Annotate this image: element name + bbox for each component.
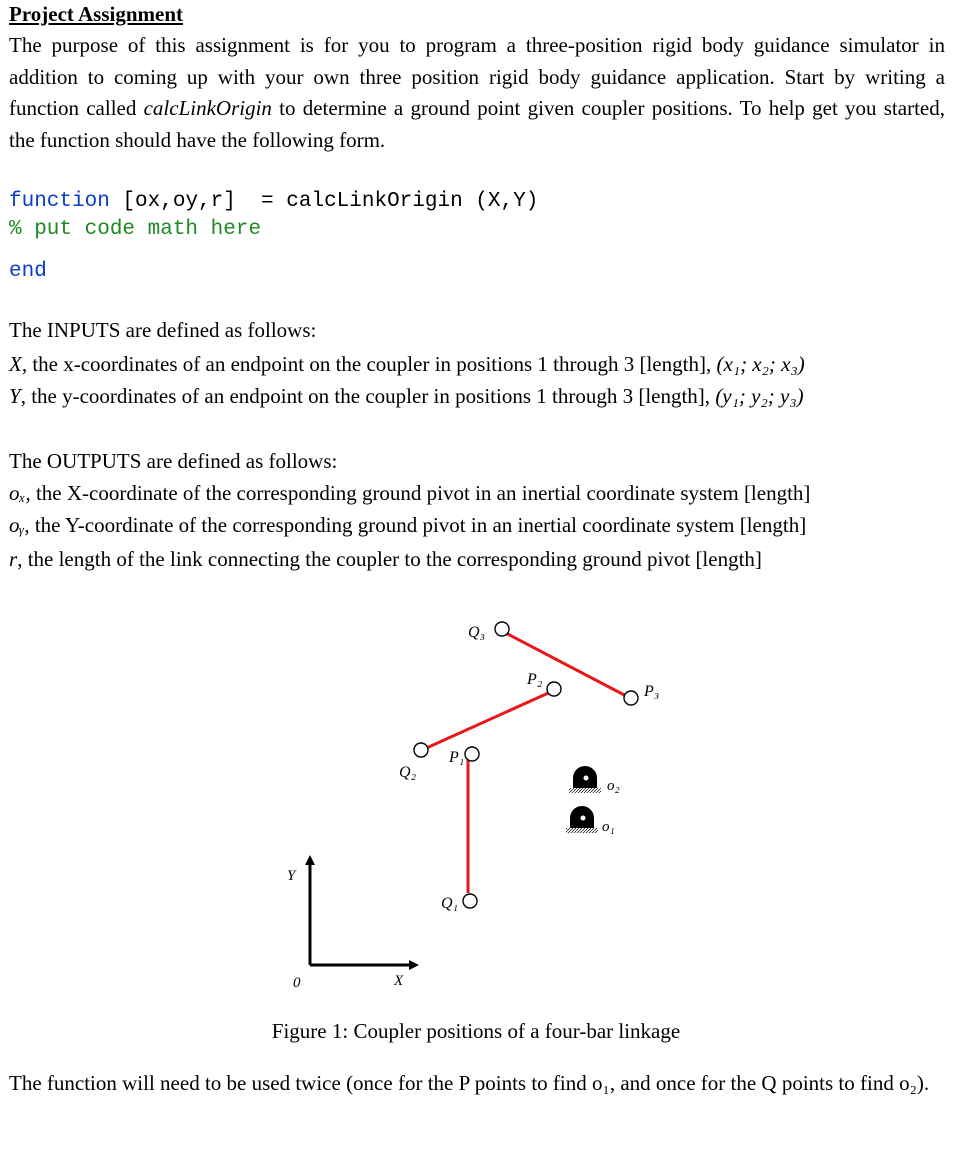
label-p1: P₁: [449, 749, 465, 766]
input-y-desc: , the y-coordinates of an endpoint on the coupler in positions 1 through 3 [length],: [20, 384, 716, 408]
closing-paragraph: The function will need to be used twice (once for the P points to find o₁, and once for the Q points to find o₂).: [9, 1071, 930, 1095]
figure-caption: Figure 1: Coupler positions of a four-bar linkage: [271, 1019, 681, 1043]
input-x-var: X: [9, 352, 22, 376]
label-axis-y: Y: [287, 868, 296, 884]
input-y-vector: (y₁; y₂; y₃): [715, 384, 804, 408]
point-p1: [465, 747, 479, 761]
point-q1: [463, 894, 477, 908]
outputs-heading: The OUTPUTS are defined as follows:: [9, 449, 338, 473]
label-q2: Q₂: [399, 764, 417, 781]
x-axis-arrow-icon: [409, 960, 419, 970]
code-keyword-end: end: [9, 260, 47, 283]
coupler-link-3: [500, 630, 630, 698]
input-y-var: Y: [9, 384, 21, 408]
point-q3: [495, 622, 509, 636]
function-name: calcLinkOrigin: [143, 96, 272, 120]
point-p2: [547, 682, 561, 696]
code-keyword-function: function: [9, 190, 110, 213]
ground-pivot-o2-icon: [569, 766, 601, 793]
ground-pivot-o1-icon: [566, 806, 598, 833]
output-r-desc: , the length of the link connecting the coupler to the corresponding ground pivot [length]: [17, 547, 762, 571]
code-comment: % put code math here: [9, 218, 262, 241]
input-x-vector: (x₁; x₂; x₃): [716, 352, 805, 376]
code-signature: [ox,oy,r] = calcLinkOrigin (X,Y): [109, 190, 539, 213]
output-ox-var: oₓ: [9, 481, 26, 505]
point-q2: [414, 743, 428, 757]
y-axis-arrow-icon: [305, 855, 315, 865]
label-o2: o₂: [607, 778, 620, 794]
label-axis-x: X: [394, 973, 404, 989]
label-q1: Q₁: [441, 895, 459, 912]
output-ox-desc: , the X-coordinate of the corresponding ground pivot in an inertial coordinate system [length]: [25, 481, 811, 505]
page-title: Project Assignment: [9, 2, 183, 26]
label-p3: P₃: [644, 683, 660, 700]
coupler-link-2: [422, 690, 555, 750]
intro-part2: to determine a ground point given coupler positions. To help get you started, the function should have the following form.: [9, 96, 945, 152]
output-r-var: r: [9, 547, 18, 571]
output-oy-var: oᵧ: [9, 513, 25, 537]
label-p2: P₂: [527, 671, 543, 688]
input-x-desc: , the x-coordinates of an endpoint on the coupler in positions 1 through 3 [length],: [21, 352, 717, 376]
point-p3: [624, 691, 638, 705]
inputs-heading: The INPUTS are defined as follows:: [9, 318, 317, 342]
intro-part1: The purpose of this assignment is for you to program a three-position rigid body guidance simulator in addition to coming up with your own three position rigid body guidance application. Start by writing a function called: [9, 33, 945, 120]
label-q3: Q₃: [468, 624, 486, 641]
output-oy-desc: , the Y-coordinate of the corresponding ground pivot in an inertial coordinate system [length]: [24, 513, 807, 537]
label-origin: 0: [293, 975, 301, 991]
label-o1: o₁: [602, 819, 615, 835]
